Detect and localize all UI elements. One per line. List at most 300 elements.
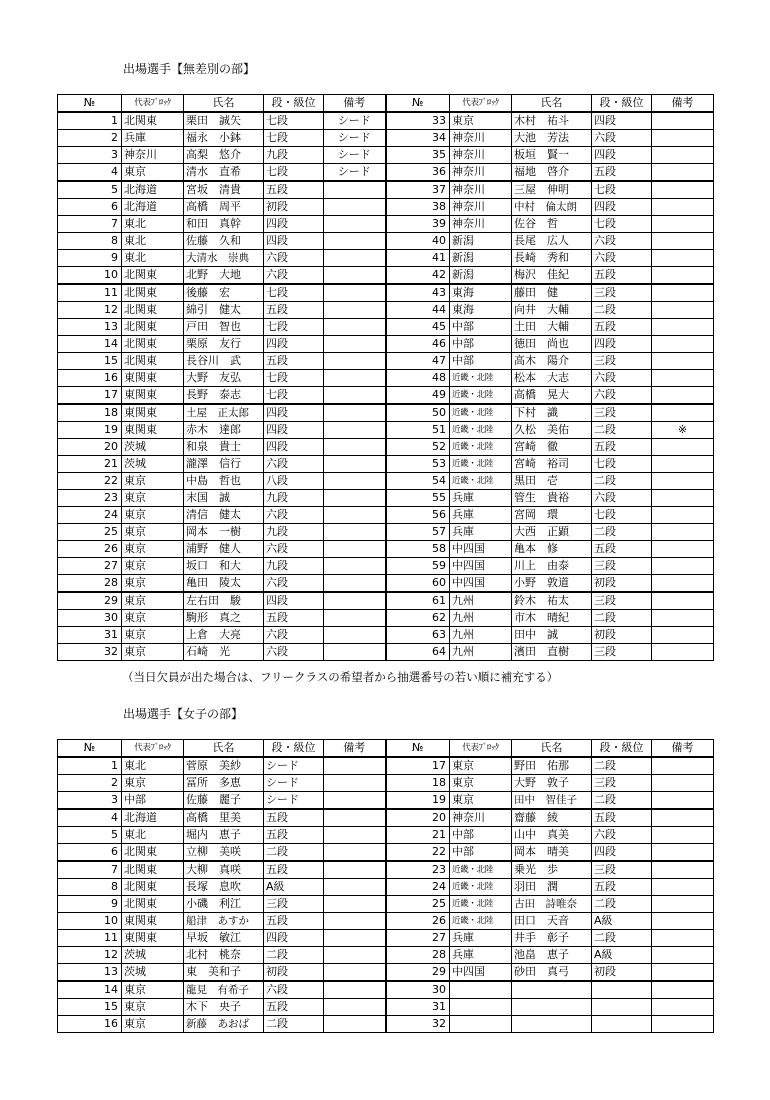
player-number: 20 <box>386 809 450 827</box>
player-note <box>652 216 714 233</box>
player-name: 長崎 秀和 <box>512 250 592 267</box>
player-block: 北関東 <box>122 112 184 130</box>
player-note <box>652 490 714 507</box>
player-name: 徳田 尚也 <box>512 336 592 353</box>
player-rank: 五段 <box>592 879 652 896</box>
player-name: 福永 小鉢 <box>184 130 264 147</box>
player-block: 東関東 <box>122 404 184 422</box>
player-block: 東北 <box>122 233 184 250</box>
player-name: 大西 正顕 <box>512 524 592 541</box>
player-note <box>324 930 386 947</box>
player-name: 岡本 一樹 <box>184 524 264 541</box>
player-name: 後藤 宏 <box>184 284 264 302</box>
table-row <box>58 439 714 456</box>
player-block: 近畿・北陸 <box>450 879 512 896</box>
player-name: 宮崎 徹 <box>512 439 592 456</box>
player-block: 中四国 <box>450 541 512 558</box>
table-row <box>58 233 714 250</box>
player-number: 1 <box>58 112 122 130</box>
table-row <box>58 792 714 810</box>
header-no: № <box>58 740 122 758</box>
player-number: 7 <box>58 216 122 233</box>
player-block: 北海道 <box>122 181 184 199</box>
player-name: 新藤 あおば <box>184 1016 264 1033</box>
player-name: 冨所 多恵 <box>184 775 264 792</box>
women-division-body <box>58 740 714 1033</box>
table-header-row <box>58 740 714 758</box>
player-name: 浦野 健人 <box>184 541 264 558</box>
player-number: 10 <box>58 913 122 930</box>
player-number: 12 <box>58 302 122 319</box>
player-rank: 五段 <box>592 319 652 336</box>
player-number: 21 <box>386 827 450 844</box>
player-number: 1 <box>58 757 122 775</box>
table-row <box>58 302 714 319</box>
player-name: 栗原 友行 <box>184 336 264 353</box>
open-division-body <box>58 95 714 661</box>
player-name: 亀本 修 <box>512 541 592 558</box>
player-note <box>652 112 714 130</box>
player-block: 北関東 <box>122 267 184 285</box>
player-name: 梅沢 佳紀 <box>512 267 592 285</box>
player-note <box>324 507 386 524</box>
player-number: 6 <box>58 844 122 862</box>
player-name: 田中 智佳子 <box>512 792 592 810</box>
player-name: 久松 美佑 <box>512 422 592 439</box>
player-block: 東京 <box>122 999 184 1016</box>
table-row <box>58 627 714 644</box>
player-note <box>324 199 386 216</box>
player-rank: 四段 <box>264 404 324 422</box>
table-row <box>58 147 714 164</box>
player-number: 15 <box>58 353 122 370</box>
player-rank <box>592 999 652 1016</box>
player-number: 20 <box>58 439 122 456</box>
player-note <box>324 181 386 199</box>
player-number: 13 <box>58 319 122 336</box>
table-row <box>58 541 714 558</box>
player-rank: 五段 <box>264 861 324 879</box>
player-rank: 四段 <box>264 439 324 456</box>
player-block: 東京 <box>450 112 512 130</box>
player-block: 東京 <box>122 524 184 541</box>
table-row <box>58 610 714 627</box>
player-number: 25 <box>58 524 122 541</box>
player-number: 5 <box>58 827 122 844</box>
player-name: 中村 倫太朗 <box>512 199 592 216</box>
player-block: 北関東 <box>122 896 184 913</box>
player-number: 39 <box>386 216 450 233</box>
player-note <box>652 387 714 405</box>
player-block: 東京 <box>122 1016 184 1033</box>
footnote: （当日欠員が出た場合は、フリークラスの希望者から抽選番号の若い順に補充する） <box>122 670 559 684</box>
table-row <box>58 827 714 844</box>
player-block: 九州 <box>450 644 512 661</box>
player-note <box>324 336 386 353</box>
player-number: 29 <box>386 964 450 982</box>
player-number: 27 <box>386 930 450 947</box>
table-row <box>58 592 714 610</box>
player-block: 東北 <box>122 757 184 775</box>
player-rank: 三段 <box>592 861 652 879</box>
player-rank: 六段 <box>264 981 324 999</box>
player-rank: 三段 <box>592 284 652 302</box>
player-rank: 二段 <box>592 610 652 627</box>
player-note: シード <box>324 147 386 164</box>
player-rank: 三段 <box>592 404 652 422</box>
table-row <box>58 336 714 353</box>
player-number: 2 <box>58 775 122 792</box>
table-row <box>58 267 714 285</box>
player-note <box>652 930 714 947</box>
player-note <box>324 844 386 862</box>
player-number: 37 <box>386 181 450 199</box>
player-note <box>652 370 714 387</box>
player-block: 神奈川 <box>450 199 512 216</box>
player-name: 土屋 正太郎 <box>184 404 264 422</box>
player-number: 54 <box>386 473 450 490</box>
player-number: 9 <box>58 250 122 267</box>
player-note <box>652 233 714 250</box>
player-name: 栗田 誠矢 <box>184 112 264 130</box>
header-no: № <box>386 740 450 758</box>
player-rank: 七段 <box>592 507 652 524</box>
player-note <box>652 164 714 182</box>
player-note <box>652 896 714 913</box>
header-note: 備考 <box>652 95 714 113</box>
player-block: 北関東 <box>122 284 184 302</box>
player-name: 和泉 貴士 <box>184 439 264 456</box>
player-rank: 五段 <box>264 913 324 930</box>
player-note <box>324 757 386 775</box>
player-rank: 三段 <box>264 896 324 913</box>
player-note <box>652 456 714 473</box>
player-note <box>324 861 386 879</box>
player-number: 5 <box>58 181 122 199</box>
player-rank: 六段 <box>264 644 324 661</box>
table-row <box>58 896 714 913</box>
player-name: 清水 直希 <box>184 164 264 182</box>
player-name: 岡本 晴美 <box>512 844 592 862</box>
player-name: 高梨 悠介 <box>184 147 264 164</box>
player-number: 23 <box>386 861 450 879</box>
player-block: 近畿・北陸 <box>450 913 512 930</box>
player-number: 57 <box>386 524 450 541</box>
player-number: 50 <box>386 404 450 422</box>
player-rank: 五段 <box>264 302 324 319</box>
table-row <box>58 473 714 490</box>
player-number: 16 <box>58 1016 122 1033</box>
player-note <box>324 879 386 896</box>
player-rank: 五段 <box>264 809 324 827</box>
header-rank: 段・級位 <box>592 740 652 758</box>
table-row <box>58 319 714 336</box>
player-rank: 九段 <box>264 524 324 541</box>
player-name: 田中 誠 <box>512 627 592 644</box>
player-name: 上倉 大亮 <box>184 627 264 644</box>
player-name: 長尾 広人 <box>512 233 592 250</box>
player-rank: 九段 <box>264 147 324 164</box>
player-name: 宮坂 清貴 <box>184 181 264 199</box>
player-note <box>652 775 714 792</box>
player-note <box>324 999 386 1016</box>
player-number: 10 <box>58 267 122 285</box>
player-number: 9 <box>58 896 122 913</box>
player-note <box>324 267 386 285</box>
player-number: 24 <box>386 879 450 896</box>
player-number: 25 <box>386 896 450 913</box>
player-block: 神奈川 <box>450 164 512 182</box>
player-block: 近畿・北陸 <box>450 456 512 473</box>
player-name: 砂田 真弓 <box>512 964 592 982</box>
player-rank: 二段 <box>592 422 652 439</box>
player-rank: 四段 <box>264 930 324 947</box>
player-block: 北関東 <box>122 336 184 353</box>
table-row <box>58 112 714 130</box>
player-rank: 六段 <box>264 627 324 644</box>
player-block <box>450 999 512 1016</box>
player-name: 東 美和子 <box>184 964 264 982</box>
table-row <box>58 981 714 999</box>
header-block: 代表ﾌﾞﾛｯｸ <box>450 740 512 758</box>
player-note <box>652 644 714 661</box>
player-rank: 三段 <box>592 644 652 661</box>
player-number: 42 <box>386 267 450 285</box>
player-note <box>324 439 386 456</box>
player-rank <box>592 1016 652 1033</box>
player-block: 東京 <box>122 507 184 524</box>
player-name: 和田 真幹 <box>184 216 264 233</box>
player-rank: 三段 <box>592 775 652 792</box>
player-name: 池畠 恵子 <box>512 947 592 964</box>
player-block: 茨城 <box>122 439 184 456</box>
player-number: 34 <box>386 130 450 147</box>
player-name: 板垣 賢一 <box>512 147 592 164</box>
player-number: 48 <box>386 370 450 387</box>
player-number: 15 <box>58 999 122 1016</box>
player-number: 33 <box>386 112 450 130</box>
player-rank: A級 <box>592 947 652 964</box>
player-block: 兵庫 <box>450 524 512 541</box>
player-name: 高木 陽介 <box>512 353 592 370</box>
player-name: 小磯 利江 <box>184 896 264 913</box>
player-rank: 二段 <box>592 930 652 947</box>
player-rank: 七段 <box>592 181 652 199</box>
player-block: 中部 <box>122 792 184 810</box>
player-block: 中四国 <box>450 964 512 982</box>
player-number: 58 <box>386 541 450 558</box>
player-block: 中四国 <box>450 575 512 593</box>
player-rank: 四段 <box>264 422 324 439</box>
table-row <box>58 1016 714 1033</box>
table-row <box>58 757 714 775</box>
player-block: 九州 <box>450 610 512 627</box>
player-number: 27 <box>58 558 122 575</box>
player-block: 中部 <box>450 319 512 336</box>
player-note <box>652 947 714 964</box>
player-note <box>652 879 714 896</box>
player-number: 3 <box>58 792 122 810</box>
player-name: 戸田 智也 <box>184 319 264 336</box>
player-name: 黒田 壱 <box>512 473 592 490</box>
player-note <box>324 370 386 387</box>
player-name: 小野 敦道 <box>512 575 592 593</box>
player-number: 4 <box>58 809 122 827</box>
player-number: 49 <box>386 387 450 405</box>
player-block: 近畿・北陸 <box>450 439 512 456</box>
player-note <box>324 524 386 541</box>
player-note <box>324 250 386 267</box>
header-block: 代表ﾌﾞﾛｯｸ <box>450 95 512 113</box>
player-block: 東京 <box>450 757 512 775</box>
table-row <box>58 507 714 524</box>
player-note <box>652 284 714 302</box>
player-name: 中島 哲也 <box>184 473 264 490</box>
player-block: 東海 <box>450 284 512 302</box>
player-rank: 二段 <box>592 896 652 913</box>
player-block: 東京 <box>122 981 184 999</box>
player-number: 28 <box>58 575 122 593</box>
player-number: 3 <box>58 147 122 164</box>
player-rank: シード <box>264 757 324 775</box>
women-division-table <box>57 739 714 1033</box>
player-number: 62 <box>386 610 450 627</box>
table-row <box>58 861 714 879</box>
player-note <box>652 439 714 456</box>
player-note <box>652 575 714 593</box>
player-name: 井手 彰子 <box>512 930 592 947</box>
player-rank: 六段 <box>592 370 652 387</box>
player-number: 51 <box>386 422 450 439</box>
player-rank: 七段 <box>592 456 652 473</box>
player-block: 東京 <box>122 558 184 575</box>
player-rank: 三段 <box>592 592 652 610</box>
player-note <box>324 541 386 558</box>
player-rank: 六段 <box>264 250 324 267</box>
table-row <box>58 216 714 233</box>
table-row <box>58 575 714 593</box>
player-rank: 五段 <box>264 181 324 199</box>
player-note <box>324 473 386 490</box>
player-rank: 七段 <box>264 112 324 130</box>
header-block: 代表ﾌﾞﾛｯｸ <box>122 95 184 113</box>
player-name: 宮崎 裕司 <box>512 456 592 473</box>
player-block: 北関東 <box>122 353 184 370</box>
player-block: 九州 <box>450 592 512 610</box>
player-note <box>652 507 714 524</box>
header-note: 備考 <box>652 740 714 758</box>
player-number: 38 <box>386 199 450 216</box>
player-rank: 五段 <box>592 164 652 182</box>
player-block: 茨城 <box>122 964 184 982</box>
player-rank: 二段 <box>592 473 652 490</box>
table-row <box>58 456 714 473</box>
player-name: 土田 大輔 <box>512 319 592 336</box>
player-name: 長野 泰志 <box>184 387 264 405</box>
player-note <box>324 627 386 644</box>
player-number: 28 <box>386 947 450 964</box>
player-rank: 五段 <box>592 439 652 456</box>
player-name: 赤木 達郎 <box>184 422 264 439</box>
player-number: 2 <box>58 130 122 147</box>
player-name: 大野 敦子 <box>512 775 592 792</box>
player-name: 齋藤 綾 <box>512 809 592 827</box>
player-name: 瀧澤 信行 <box>184 456 264 473</box>
player-block: 北関東 <box>122 879 184 896</box>
player-note <box>652 130 714 147</box>
player-rank: A級 <box>592 913 652 930</box>
open-division-table <box>57 94 714 661</box>
player-name: 松本 大志 <box>512 370 592 387</box>
player-name: 末国 誠 <box>184 490 264 507</box>
player-number: 4 <box>58 164 122 182</box>
player-number: 14 <box>58 336 122 353</box>
player-rank: 七段 <box>592 216 652 233</box>
player-note <box>652 353 714 370</box>
table-row <box>58 387 714 405</box>
player-number: 22 <box>386 844 450 862</box>
player-note <box>652 792 714 810</box>
player-name: 石崎 光 <box>184 644 264 661</box>
player-note <box>652 861 714 879</box>
player-name: 木下 央子 <box>184 999 264 1016</box>
player-rank: 七段 <box>264 164 324 182</box>
player-block: 東京 <box>122 610 184 627</box>
player-note <box>652 541 714 558</box>
header-note: 備考 <box>324 740 386 758</box>
player-name: 船津 あすか <box>184 913 264 930</box>
player-block: 北関東 <box>122 302 184 319</box>
player-rank: 四段 <box>264 336 324 353</box>
player-note <box>324 1016 386 1033</box>
player-rank: 初段 <box>264 964 324 982</box>
player-block: 近畿・北陸 <box>450 370 512 387</box>
player-rank: 五段 <box>264 827 324 844</box>
table-header-row <box>58 95 714 113</box>
player-number: 19 <box>58 422 122 439</box>
player-block: 兵庫 <box>450 507 512 524</box>
player-name: 下村 識 <box>512 404 592 422</box>
player-note <box>652 524 714 541</box>
player-note <box>652 302 714 319</box>
player-note <box>652 610 714 627</box>
player-note: シード <box>324 164 386 182</box>
player-block: 東京 <box>122 541 184 558</box>
player-rank: 五段 <box>264 999 324 1016</box>
player-note <box>324 422 386 439</box>
player-rank: 六段 <box>592 250 652 267</box>
player-rank: 四段 <box>264 216 324 233</box>
player-block: 兵庫 <box>122 130 184 147</box>
player-number: 30 <box>58 610 122 627</box>
player-number: 6 <box>58 199 122 216</box>
player-name: 田口 天音 <box>512 913 592 930</box>
player-number: 7 <box>58 861 122 879</box>
player-rank: 六段 <box>264 541 324 558</box>
player-name: 川上 由泰 <box>512 558 592 575</box>
player-number: 46 <box>386 336 450 353</box>
player-number: 29 <box>58 592 122 610</box>
player-name: 坂口 和大 <box>184 558 264 575</box>
player-number: 32 <box>386 1016 450 1033</box>
player-rank: シード <box>264 775 324 792</box>
player-block: 北関東 <box>122 844 184 862</box>
player-rank: 二段 <box>592 302 652 319</box>
player-number: 44 <box>386 302 450 319</box>
player-name: 長谷川 武 <box>184 353 264 370</box>
player-number: 53 <box>386 456 450 473</box>
player-number: 36 <box>386 164 450 182</box>
